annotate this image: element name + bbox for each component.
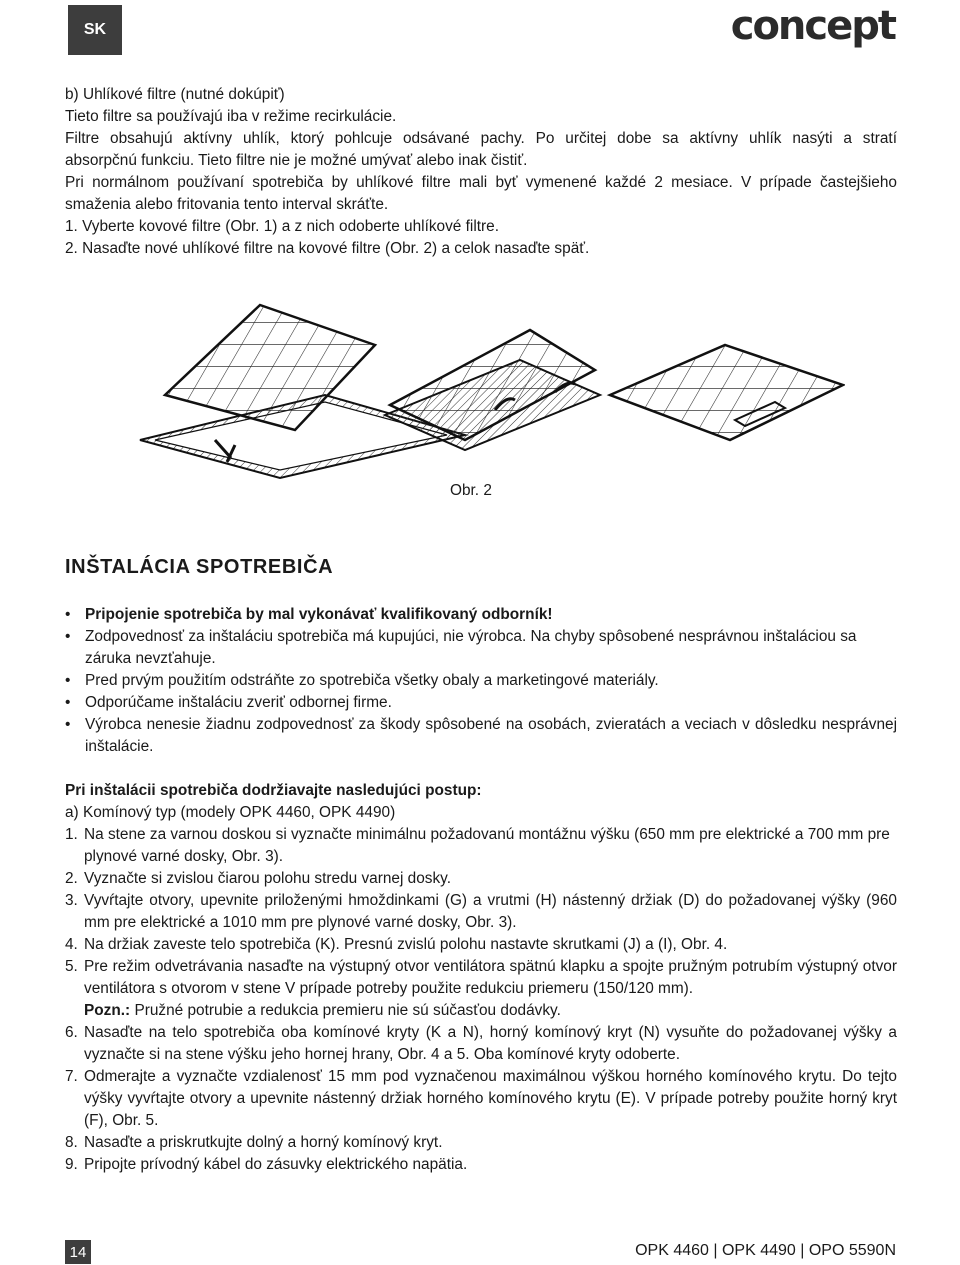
installation-procedure: [65, 780, 897, 1176]
bullet-item: • Výrobca nenesie žiadnu zodpovednosť za škody spôsobené na osobách, zvieratách a veciach v dôsledku nesprávnej inštalácie.: [65, 714, 897, 758]
carbon-step: 1. Vyberte kovové filtre (Obr. 1) a z nich odoberte uhlíkové filtre.: [65, 218, 499, 235]
brand-logo: concept: [730, 3, 895, 49]
carbon-filter-section: [65, 84, 897, 260]
page-number: 14: [65, 1240, 91, 1264]
carbon-text-line: Filtre obsahujú aktívny uhlík, ktorý pohlcuje odsávané pachy. Po určitej dobe sa aktívny uhlík nasýti a stratí: [65, 130, 897, 147]
note-label: Pozn.:: [84, 1002, 131, 1019]
bullet-item: • Zodpovednosť za inštaláciu spotrebiča má kupujúci, nie výrobca. Na chyby spôsobené nesprávnou inštaláciou sa záruka nevzťahuje.: [65, 626, 897, 670]
model-list: OPK 4460 | OPK 4490 | OPO 5590N: [635, 1242, 896, 1259]
bullet-item: • Pred prvým použitím odstráňte zo spotrebiča všetky obaly a marketingové materiály.: [65, 670, 897, 692]
filter-step-3-drawing: [610, 345, 843, 440]
installation-bullets: [65, 604, 897, 758]
carbon-text-line: Tieto filtre sa používajú iba v režime recirkulácie.: [65, 108, 397, 125]
section-title: INŠTALÁCIA SPOTREBIČA: [65, 556, 334, 578]
figure-caption: Obr. 2: [450, 482, 492, 499]
language-tab: SK: [68, 5, 122, 55]
bullet-item: • Pripojenie spotrebiča by mal vykonávať kvalifikovaný odborník!: [65, 604, 897, 626]
procedure-step: 1. Na stene za varnou doskou si vyznačte minimálnu požadovanú montážnu výšku (650 mm pre elektrické a 700 mm pre plynové varné dosky, Obr. 3).: [65, 826, 890, 865]
carbon-heading: b) Uhlíkové filtre (nutné dokúpiť): [65, 86, 285, 103]
carbon-filter-illustration: [135, 300, 845, 480]
carbon-text-line: absorpčnú funkciu. Tieto filtre nie je možné umývať alebo inak čistiť.: [65, 152, 528, 169]
procedure-step: 3. Vyvŕtajte otvory, upevnite priloženými hmoždinkami (G) a vrutmi (H) nástenný držiak (D) do požadovanej výšky (960 mm pre elektrické a 1010 mm pre plynové varné dosky, Obr. 3).: [65, 892, 897, 931]
carbon-text-line: smaženia alebo fritovania tento interval skráťte.: [65, 196, 389, 213]
note-text: Pružné potrubie a redukcia premieru nie sú súčasťou dodávky.: [130, 1002, 561, 1019]
procedure-subheading: a) Komínový typ (modely OPK 4460, OPK 4490): [65, 804, 396, 821]
procedure-heading: Pri inštalácii spotrebiča dodržiavajte nasledujúci postup:: [65, 782, 482, 799]
procedure-step: 2. Vyznačte si zvislou čiarou polohu stredu varnej dosky.: [65, 870, 451, 887]
procedure-step: 8. Nasaďte a priskrutkujte dolný a horný komínový kryt.: [65, 1134, 443, 1151]
procedure-step: 6. Nasaďte na telo spotrebiča oba komínové kryty (K a N), horný komínový kryt (N) vysuňte do požadovanej výšky a vyznačte si na stene výšku jeho hornej hrany, Obr. 4 a 5. Oba komínové kryty odoberte.: [65, 1024, 897, 1063]
carbon-text-line: Pri normálnom používaní spotrebiča by uhlíkové filtre mali byť vymenené každé 2 mesiace. V prípade častejšieho: [65, 174, 897, 191]
procedure-step: 7. Odmerajte a vyznačte vzdialenosť 15 mm pod vyznačenou maximálnou výškou horného komínového krytu. Do tejto výšky vyvŕtajte otvory a upevnite nástenný držiak horného komínového krytu (E). V prípade potreby použite horný kryt (F), Obr. 5.: [65, 1068, 897, 1129]
carbon-step: 2. Nasaďte nové uhlíkové filtre na kovové filtre (Obr. 2) a celok nasaďte späť.: [65, 240, 590, 257]
bullet-item: • Odporúčame inštaláciu zveriť odbornej firme.: [65, 692, 897, 714]
procedure-step: 9. Pripojte prívodný kábel do zásuvky elektrického napätia.: [65, 1156, 468, 1173]
procedure-step: 4. Na držiak zaveste telo spotrebiča (K). Presnú zvislú polohu nastavte skrutkami (J) a (I), Obr. 4.: [65, 936, 728, 953]
procedure-step: 5. Pre režim odvetrávania nasaďte na výstupný otvor ventilátora spätnú klapku a spojte pružným potrubím výstupný otvor ventilátora s otvorom v stene V prípade potreby použite redukciu priemeru (150/120 mm). Pozn.: Pružné potrubie a redukcia premieru nie sú súčasťou dodávky.: [65, 958, 897, 1019]
